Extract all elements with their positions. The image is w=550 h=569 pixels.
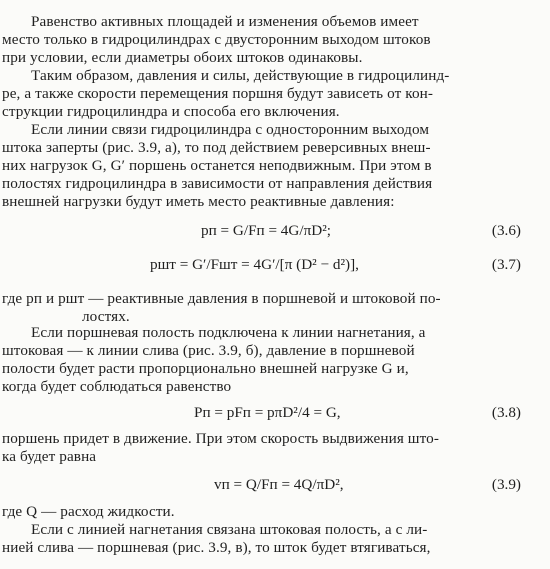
text-line-9: них нагрузок G, G′ поршень останется неподвижным. При этом в: [2, 157, 432, 174]
text-line-13: лостях.: [82, 308, 130, 325]
equation-3-8-number: (3.8): [491, 404, 521, 421]
text-line-2: место только в гидроцилиндрах с двусторонним выходом штоков: [2, 31, 431, 48]
equation-3-7-number: (3.7): [491, 256, 521, 273]
equation-3-6-formula: pп = G/Fп = 4G/πD²;: [201, 222, 331, 239]
text-line-17: когда будет соблюдаться равенство: [2, 378, 232, 395]
text-line-1: Равенство активных площадей и изменения объемов имеет: [31, 13, 419, 30]
text-line-22: нией слива — поршневая (рис. 3.9, в), то шток будет втягиваться,: [2, 539, 431, 556]
text-line-16: полости будет расти пропорционально внешней нагрузке G и,: [2, 360, 409, 377]
text-line-20: где Q — расход жидкости.: [2, 503, 175, 520]
equation-3-9-formula: vп = Q/Fп = 4Q/πD²,: [214, 476, 344, 493]
text-line-21: Если с линией нагнетания связана штоковая полость, а с ли-: [31, 521, 428, 538]
text-line-12: где pп и pшт — реактивные давления в поршневой и штоковой по-: [2, 290, 441, 307]
text-line-19: ка будет равна: [2, 448, 97, 465]
equation-3-6-number: (3.6): [491, 222, 521, 239]
text-line-15: штоковая — к линии слива (рис. 3.9, б), давление в поршневой: [2, 342, 415, 359]
text-line-5: ре, а также скорости перемещения поршня будут зависеть от кон-: [2, 85, 434, 102]
text-line-7: Если линии связи гидроцилиндра с односторонним выходом: [31, 121, 430, 138]
text-line-4: Таким образом, давления и силы, действующие в гидроцилинд-: [31, 67, 450, 84]
text-line-10: полостях гидроцилиндра в зависимости от направления действия: [2, 175, 433, 192]
text-line-18: поршень придет в движение. При этом скорость выдвижения што-: [2, 430, 439, 447]
text-line-8: штока заперты (рис. 3.9, а), то под действием реверсивных внеш-: [2, 139, 431, 156]
text-line-3: при условии, если диаметры обоих штоков одинаковы.: [2, 49, 363, 66]
equation-3-7-formula: pшт = G′/Fшт = 4G′/[π (D² − d²)],: [150, 256, 359, 273]
text-line-11: внешней нагрузки будут иметь место реактивные давления:: [2, 193, 395, 210]
text-line-6: струкции гидроцилиндра и способа его включения.: [2, 103, 340, 120]
equation-3-9-number: (3.9): [491, 476, 521, 493]
text-line-14: Если поршневая полость подключена к линии нагнетания, а: [31, 324, 426, 341]
equation-3-8-formula: Pп = pFп = pπD²/4 = G,: [194, 404, 341, 421]
